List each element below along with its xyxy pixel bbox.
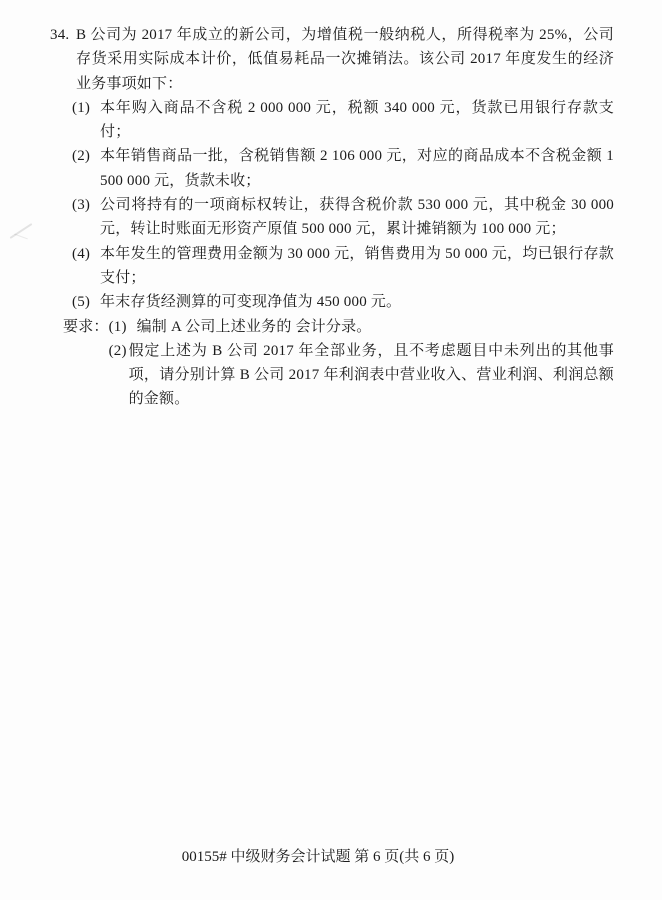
item-label: (2) — [72, 148, 91, 165]
item-text: 本年购入商品不含税 2 000 000 元，税额 340 000 元，货款已用银行存款支付； — [100, 99, 614, 141]
requirement-part — [109, 339, 614, 412]
part-label: (1) — [108, 318, 127, 335]
item-label: (4) — [72, 245, 91, 262]
question-number: 34. — [50, 27, 70, 43]
requirements-section — [63, 315, 614, 412]
question-item — [72, 290, 614, 314]
question-stem: B 公司为 2017 年成立的新公司，为增值税一般纳税人，所得税率为 25%，公司存货采用实际成本计价，低值易耗品一次摊销法。该公司 2017 年度发生的经济业务事项如下： — [76, 27, 614, 92]
question-stem-row — [50, 23, 614, 96]
part-text: 编制 A 公司上述业务的 会计分录。 — [136, 318, 372, 335]
question-item — [72, 144, 614, 193]
pencil-margin-mark — [14, 234, 27, 240]
question-item — [72, 193, 614, 242]
item-text: 本年发生的管理费用金额为 30 000 元，销售费用为 50 000 元，均已银行存款支付； — [100, 245, 614, 286]
requirements-label: 要求： — [63, 318, 109, 335]
question-block — [50, 23, 614, 412]
item-label: (1) — [72, 99, 91, 116]
requirement-parts — [109, 315, 614, 412]
item-label: (3) — [72, 197, 91, 214]
page-footer: 00155# 中级财务会计试题 第 6 页(共 6 页) — [181, 849, 455, 865]
part-text: 假定上述为 B 公司 2017 年全部业务，且不考虑题目中未列出的其他事项，请分别计算 B 公司 2017 年利润表中营业收入、营业利润、利润总额的金额。 — [128, 342, 614, 408]
item-text: 公司将持有的一项商标权转让，获得含税价款 530 000 元，其中税金 30 000 元，转让时账面无形资产原值 500 000 元，累计摊销额为 100 000 元； — [100, 197, 614, 238]
item-text: 本年销售商品一批，含税销售额 2 106 000 元，对应的商品成本不含税金额 1 500 000 元，货款未收； — [100, 148, 614, 189]
part-label: (2) — [108, 342, 127, 359]
question-item — [72, 96, 614, 145]
item-text: 年末存货经测算的可变现净值为 450 000 元。 — [100, 294, 402, 311]
question-item — [72, 242, 614, 291]
question-items — [72, 96, 614, 315]
item-label: (5) — [72, 294, 91, 311]
requirement-part — [109, 315, 614, 339]
